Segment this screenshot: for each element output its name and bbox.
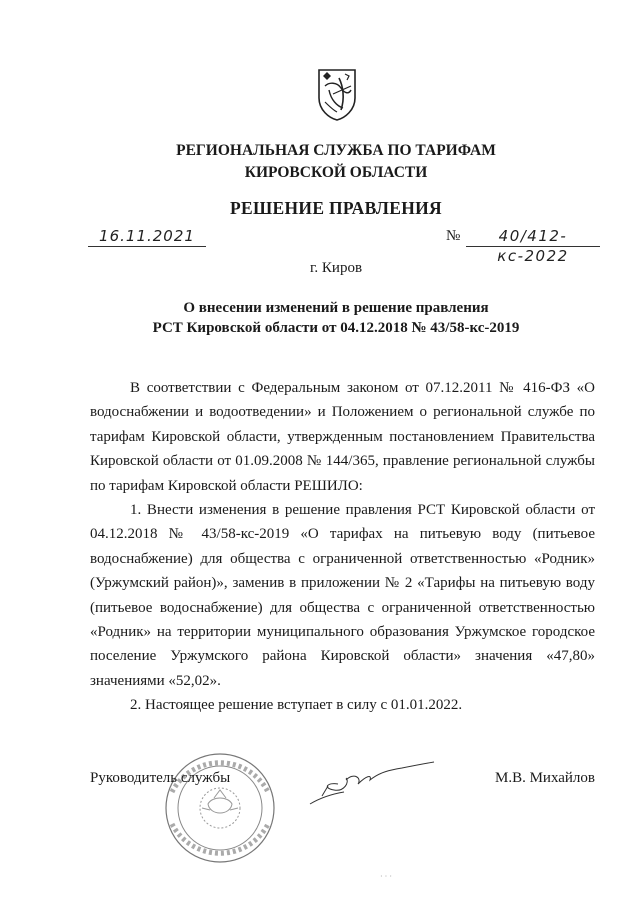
subject-line2: РСТ Кировской области от 04.12.2018 № 43/58-кс-2019	[152, 320, 520, 336]
document-type-title: РЕШЕНИЕ ПРАВЛЕНИЯ	[230, 198, 442, 218]
document-body	[90, 376, 595, 718]
preamble-paragraph: В соответствии с Федеральным законом от 07.12.2011 № 416-ФЗ «О водоснабжении и водоотведении» и Положением о региональной службе по тарифам Кировской области, утвержденным постановлением Правительства Кировской области от 01.09.2008 № 144/365, правление региональной службы по тарифам Кировской области РЕШИЛО:	[90, 380, 595, 494]
decision-item-1: 1. Внести изменения в решение правления РСТ Кировской области от 04.12.2018 № 43/58-кс-2019 «О тарифах на питьевую воду (питьевое водоснабжение) для общества с ограниченной ответственностью «Родник» (Уржумский район)», заменив в приложении № 2 «Тарифы на питьевую воду (питьевое водоснабжение) для общества с ограниченной ответственностью «Родник» на территории муниципального образования Уржумское городское поселение Уржумского района Кировской области» значения «47,80» значениями «52,02».	[90, 502, 595, 689]
city: г. Киров	[309, 260, 363, 276]
document-date: 16.11.2021	[88, 226, 206, 247]
subject-line1: О внесении изменений в решение правления	[183, 300, 489, 316]
signatory-position: Руководитель службы	[90, 770, 231, 786]
organization-name-line1: РЕГИОНАЛЬНАЯ СЛУЖБА ПО ТАРИФАМ	[176, 142, 496, 159]
decision-item-2: 2. Настоящее решение вступает в силу с 01.01.2022.	[130, 697, 463, 714]
official-stamp	[152, 746, 288, 864]
handwritten-signature	[300, 752, 440, 812]
document-number: 40/412-кс-2022	[466, 226, 600, 247]
number-label: №	[446, 228, 461, 244]
signatory-name: М.В. Михайлов	[494, 770, 595, 786]
scan-speckle: · · ·	[380, 872, 392, 881]
kirov-coat-of-arms-icon	[315, 66, 359, 122]
organization-name-line2: КИРОВСКОЙ ОБЛАСТИ	[244, 164, 428, 181]
